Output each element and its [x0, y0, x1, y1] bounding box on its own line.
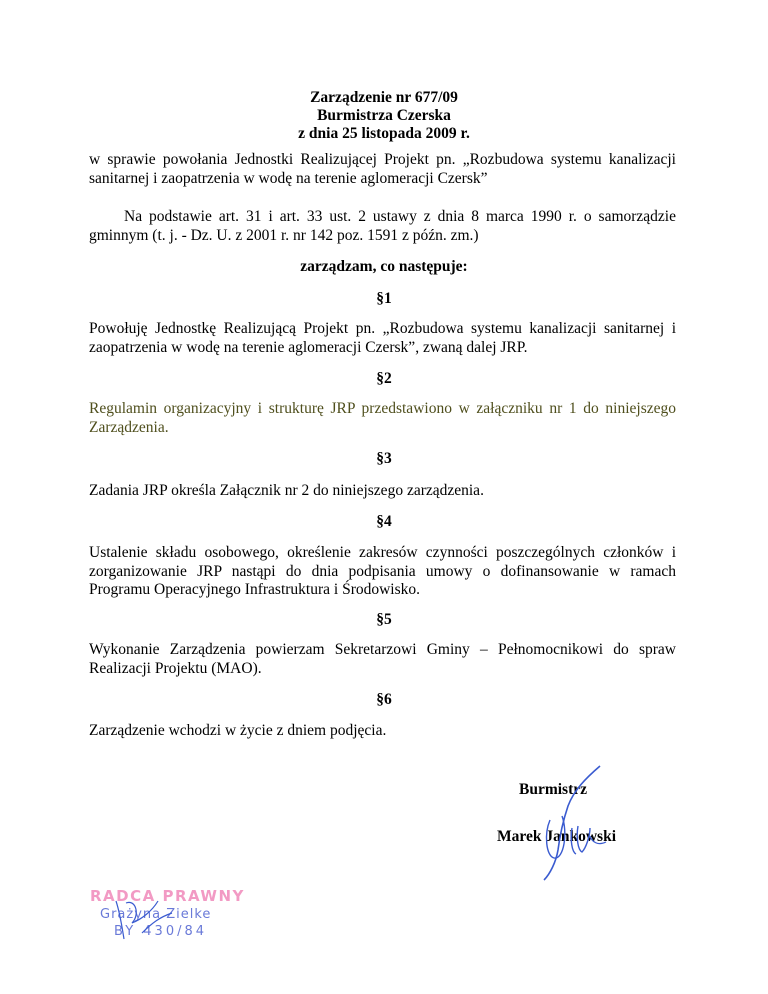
issue-date: z dnia 25 listopada 2009 r.	[298, 125, 470, 142]
section-3-text: Zadania JRP określa Załącznik nr 2 do niniejszego zarządzenia.	[89, 482, 484, 499]
section-2-symbol: §2	[376, 370, 392, 387]
signature-title: Burmistrz	[519, 781, 588, 798]
section-6-symbol: §6	[376, 691, 392, 708]
ordinance-number: Zarządzenie nr 677/09	[310, 89, 458, 106]
legal-basis-paragraph: Na podstawie art. 31 i art. 33 ust. 2 ustawy z dnia 8 marca 1990 r. o samorządzie gminnym (t. j. - Dz. U. z 2001 r. nr 142 poz. 1591 z późn. zm.)	[89, 208, 676, 244]
section-2-text: Regulamin organizacyjny i strukturę JRP przedstawiono w załączniku nr 1 do niniejszego Zarządzenia.	[89, 400, 676, 436]
section-5-symbol: §5	[376, 611, 392, 628]
section-4-text: Ustalenie składu osobowego, określenie zakresów czynności poszczególnych członków i zorganizowanie JRP nastąpi do dnia podpisania umowy o dofinansowanie w ramach Programu Operacyjnego Infrastruktura i Środowisko.	[89, 544, 676, 598]
issuer: Burmistrza Czerska	[317, 107, 451, 124]
stamp-signature-icon	[112, 893, 182, 943]
section-6-text: Zarządzenie wchodzi w życie z dniem podjęcia.	[89, 722, 387, 739]
stamp-line-1: RADCA PRAWNY	[90, 887, 245, 905]
subject-paragraph: w sprawie powołania Jednostki Realizującej Projekt pn. „Rozbudowa systemu kanalizacji sanitarnej i zaopatrzenia w wodę na terenie aglomeracji Czersk”	[89, 151, 676, 187]
document-header	[0, 89, 768, 143]
handwritten-signature-icon	[520, 762, 610, 884]
stamp-line-3: BY 430/84	[114, 924, 208, 939]
section-3-symbol: §3	[376, 450, 392, 467]
stamp-line-2: Grażyna Zielke	[100, 907, 212, 922]
section-1-text: Powołuję Jednostkę Realizującą Projekt pn. „Rozbudowa systemu kanalizacji sanitarnej i zaopatrzenia w wodę na terenie aglomeracji Czersk”, zwaną dalej JRP.	[89, 320, 676, 356]
decision-statement: zarządzam, co następuje:	[300, 258, 468, 275]
section-1-symbol: §1	[376, 290, 392, 307]
section-5-text: Wykonanie Zarządzenia powierzam Sekretarzowi Gminy – Pełnomocnikowi do spraw Realizacji Projektu (MAO).	[89, 641, 676, 677]
signature-name: Marek Jankowski	[497, 828, 616, 845]
section-4-symbol: §4	[376, 513, 392, 530]
